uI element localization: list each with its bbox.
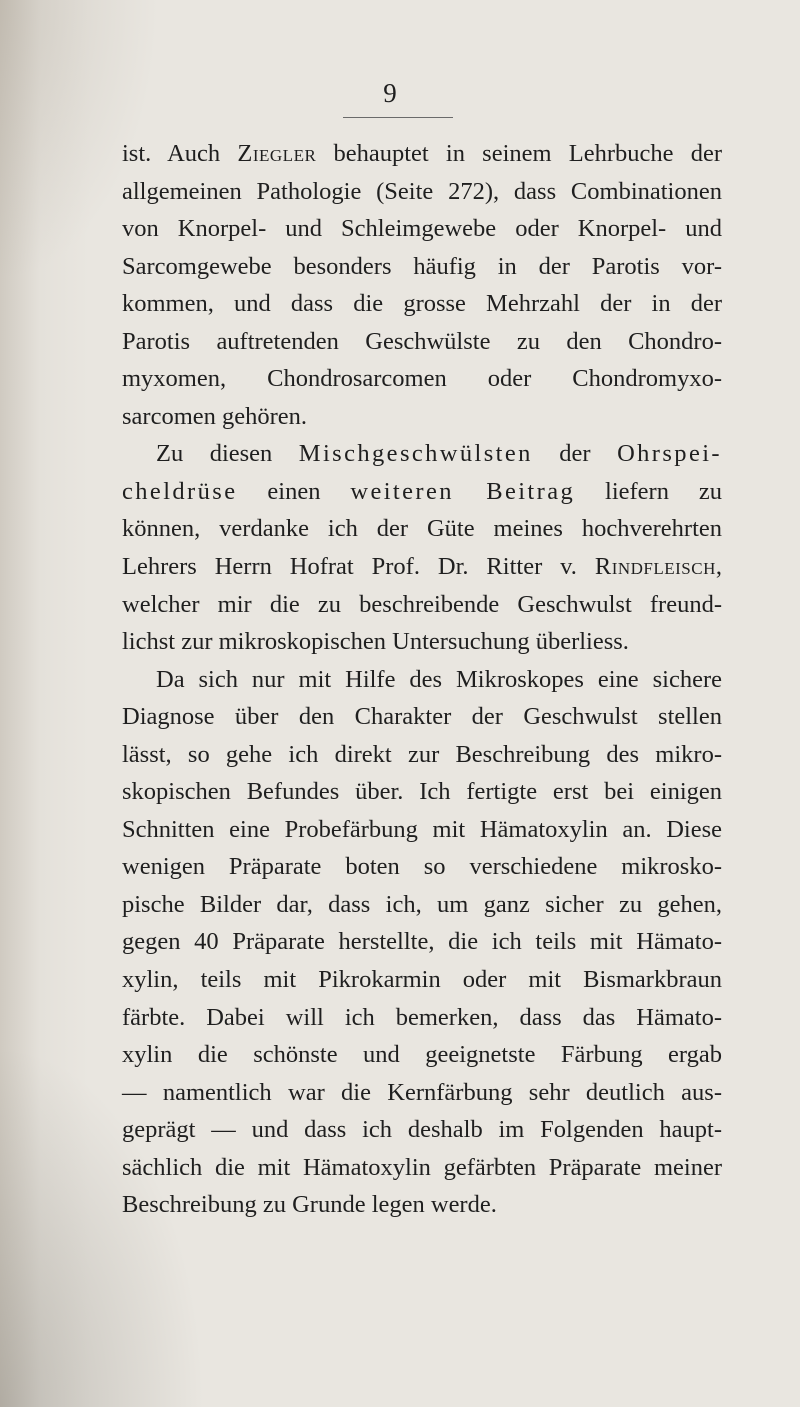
text-line: myxomen, Chondrosarcomen oder Chondromyxo-: [122, 365, 722, 393]
text-line: können, verdanke ich der Güte meines hochverehrten: [122, 515, 722, 543]
text-line: gegen 40 Präparate herstellte, die ich teils mit Hämato-: [122, 928, 722, 956]
text-line: allgemeinen Pathologie (Seite 272), dass Combinationen: [122, 177, 722, 205]
text-line: kommen, und dass die grosse Mehrzahl der in der: [122, 290, 722, 318]
text-line: Diagnose über den Charakter der Geschwulst stellen: [122, 703, 722, 731]
text-line: geprägt — und dass ich deshalb im Folgenden haupt-: [122, 1116, 722, 1144]
text-line: ist. Auch Ziegler behauptet in seinem Lehrbuche der: [122, 140, 722, 167]
text-line: lichst zur mikroskopischen Untersuchung überliess.: [122, 628, 629, 656]
text-line: — namentlich war die Kernfärbung sehr deutlich aus-: [122, 1078, 722, 1106]
text-line: von Knorpel- und Schleimgewebe oder Knorpel- und: [122, 215, 722, 243]
text-line: pische Bilder dar, dass ich, um ganz sicher zu gehen,: [122, 890, 722, 918]
text-line: sarcomen gehören.: [122, 402, 308, 430]
text-line: skopischen Befundes über. Ich fertigte erst bei einigen: [122, 778, 722, 806]
text-line: Zu diesen Mischgeschwülsten der Ohrspei-: [156, 440, 722, 468]
text-line: xylin die schönste und geeignetste Färbung ergab: [122, 1041, 722, 1069]
text-line: Lehrers Herrn Hofrat Prof. Dr. Ritter v. Rindfleisch,: [122, 553, 722, 581]
paragraph: [122, 135, 722, 435]
text-line: wenigen Präparate boten so verschiedene mikrosko-: [122, 853, 722, 881]
text-line: Sarcomgewebe besonders häufig in der Parotis vor-: [122, 252, 722, 280]
text-line: färbte. Dabei will ich bemerken, dass das Hämato-: [122, 1003, 722, 1031]
text-line: welcher mir die zu beschreibende Geschwulst freund-: [122, 590, 722, 618]
paragraph: [122, 661, 722, 1224]
text-line: Schnitten eine Probefärbung mit Hämatoxylin an. Diese: [122, 815, 722, 843]
body-text: [122, 135, 722, 1224]
paragraph: [122, 435, 722, 660]
page-number: 9: [383, 78, 397, 108]
text-line: sächlich die mit Hämatoxylin gefärbten Präparate meiner: [122, 1153, 722, 1181]
text-line: Beschreibung zu Grunde legen werde.: [122, 1191, 497, 1219]
text-line: xylin, teils mit Pikrokarmin oder mit Bismarkbraun: [122, 966, 722, 994]
text-line: lässt, so gehe ich direkt zur Beschreibung des mikro-: [122, 740, 722, 768]
text-line: cheldrüse einen weiteren Beitrag liefern zu: [122, 477, 722, 505]
page-number-rule: [343, 117, 453, 118]
text-line: Parotis auftretenden Geschwülste zu den Chondro-: [122, 327, 722, 355]
text-line: Da sich nur mit Hilfe des Mikroskopes eine sichere: [156, 665, 722, 693]
